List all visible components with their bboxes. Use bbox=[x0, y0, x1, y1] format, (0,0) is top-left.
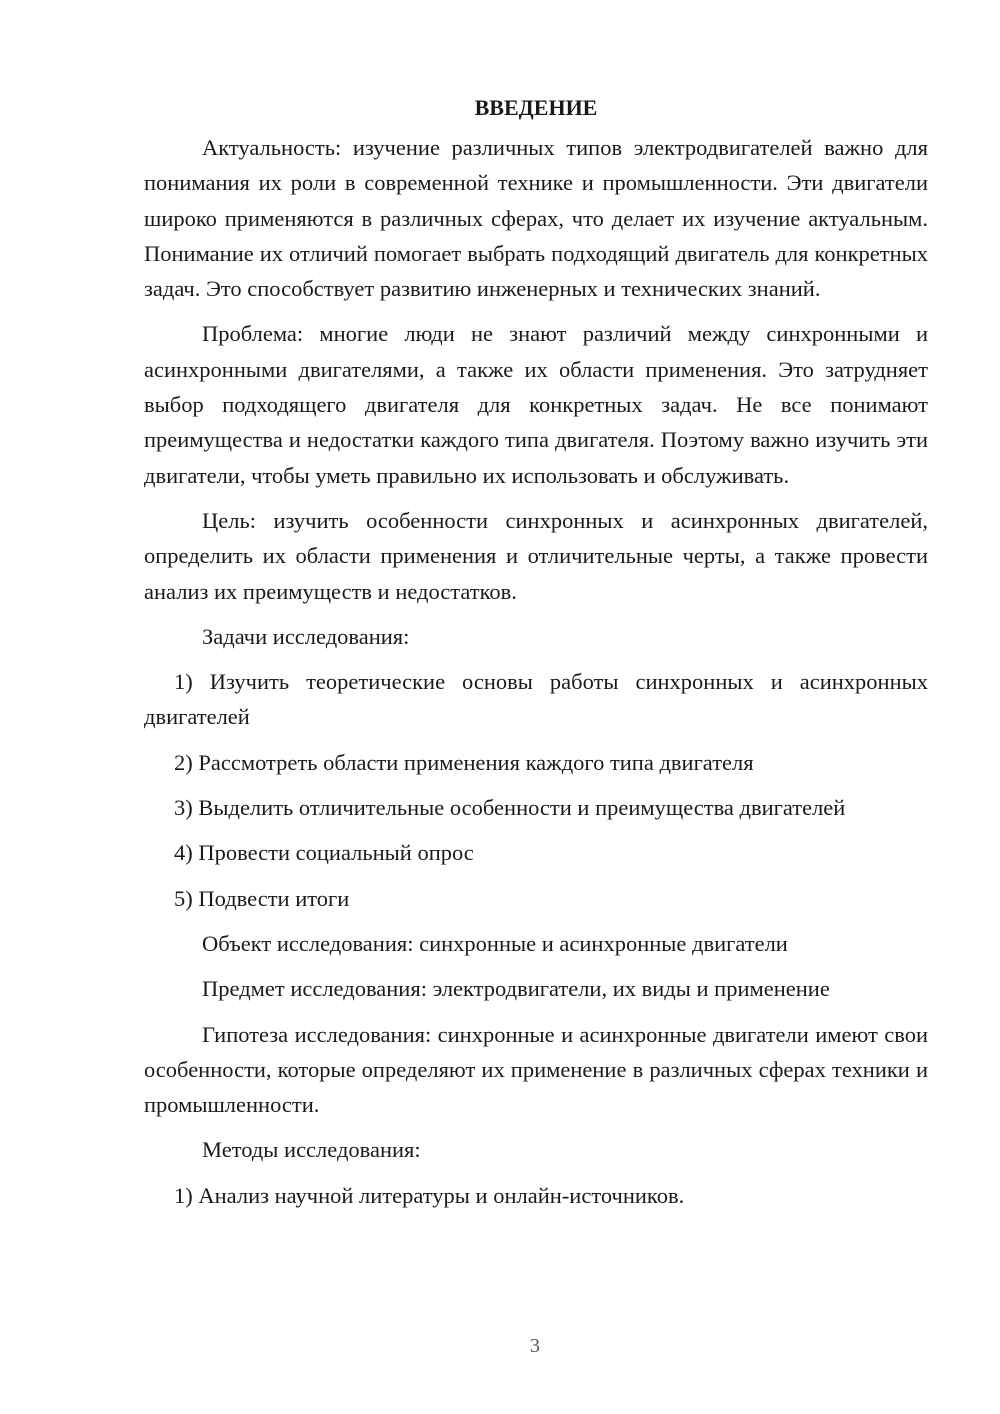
paragraph-methods-title: Методы исследования: bbox=[202, 1137, 421, 1163]
task-item-4: 4) Провести социальный опрос bbox=[174, 840, 474, 866]
task-item-1: 1) Изучить теоретические основы работы синхронных и асинхронных двигателей bbox=[144, 669, 928, 730]
section-heading: ВВЕДЕНИЕ bbox=[474, 95, 598, 120]
paragraph-relevance: Актуальность: изучение различных типов электродвигателей важно для понимания их роли в современной технике и промышленности. Эти двигатели широко применяются в различных сферах, что делает их изучение актуальным. Понимание их отличий помогает выбрать подходящий двигатель для конкретных задач. Это способствует развитию инженерных и технических знаний. bbox=[144, 135, 928, 302]
method-item-1: 1) Анализ научной литературы и онлайн-источников. bbox=[174, 1182, 685, 1208]
paragraph-tasks-title: Задачи исследования: bbox=[202, 623, 410, 649]
document-page bbox=[144, 90, 928, 1223]
paragraph-object: Объект исследования: синхронные и асинхронные двигатели bbox=[202, 930, 788, 956]
paragraph-hypothesis: Гипотеза исследования: синхронные и асинхронные двигатели имеют свои особенности, которые определяют их применение в различных сферах техники и промышленности. bbox=[144, 1021, 928, 1118]
page-number: 3 bbox=[530, 1335, 540, 1357]
task-item-5: 5) Подвести итоги bbox=[174, 885, 350, 911]
paragraph-problem: Проблема: многие люди не знают различий между синхронными и асинхронными двигателями, а также их области применения. Это затрудняет выбор подходящего двигателя для конкретных задач. Не все понимают преимущества и недостатки каждого типа двигателя. Поэтому важно изучить эти двигатели, чтобы уметь правильно их использовать и обслуживать. bbox=[144, 321, 928, 488]
task-item-2: 2) Рассмотреть области применения каждого типа двигателя bbox=[174, 749, 754, 775]
task-item-3: 3) Выделить отличительные особенности и преимущества двигателей bbox=[174, 795, 846, 821]
paragraph-subject: Предмет исследования: электродвигатели, их виды и применение bbox=[202, 976, 830, 1002]
paragraph-goal: Цель: изучить особенности синхронных и асинхронных двигателей, определить их области применения и отличительные черты, а также провести анализ их преимуществ и недостатков. bbox=[144, 507, 928, 604]
